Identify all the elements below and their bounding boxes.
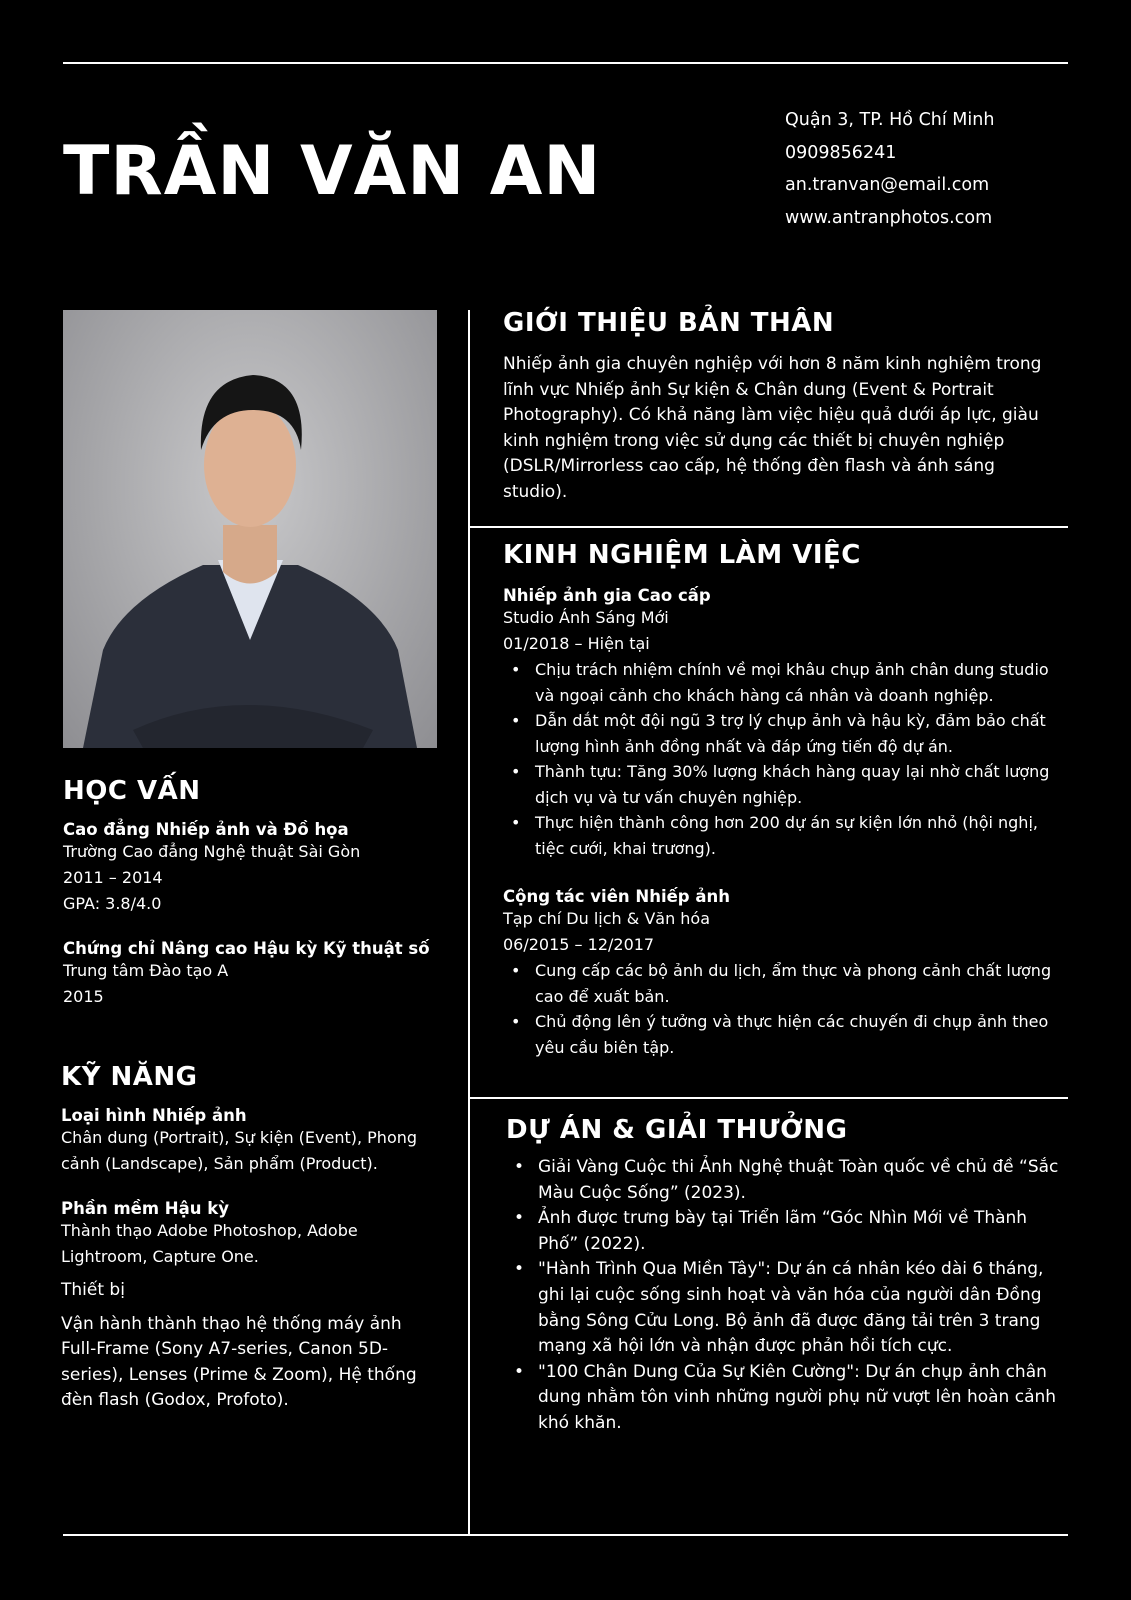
certificate-title: Chứng chỉ Nâng cao Hậu kỳ Kỹ thuật số xyxy=(63,939,430,958)
skills-section xyxy=(61,1062,431,1414)
list-item: • Thành tựu: Tăng 30% lượng khách hàng quay lại nhờ chất lượng dịch vụ và tư vấn chuyên nghiệp. xyxy=(503,759,1063,810)
period: 01/2018 – Hiện tại xyxy=(503,634,650,653)
address: Quận 3, TP. Hồ Chí Minh xyxy=(785,110,995,130)
projects-heading: DỰ ÁN & GIẢI THƯỞNG xyxy=(506,1115,848,1145)
period: 06/2015 – 12/2017 xyxy=(503,935,655,954)
email: an.tranvan@email.com xyxy=(785,175,990,195)
profile-photo xyxy=(63,310,437,748)
skill-title: Phần mềm Hậu kỳ xyxy=(61,1199,229,1218)
skills-heading: KỸ NĂNG xyxy=(61,1062,198,1092)
about-heading: GIỚI THIỆU BẢN THÂN xyxy=(503,308,835,338)
list-item: • "Hành Trình Qua Miền Tây": Dự án cá nhân kéo dài 6 tháng, ghi lại cuộc sống sinh hoạt và văn hóa của người dân Đồng bằng Sông Cửu Long. Bộ ảnh đã được đăng tải trên 3 trang mạng xã hội lớn và nhận được phản hồi tích cực. xyxy=(506,1257,1071,1359)
skill-text: Chân dung (Portrait), Sự kiện (Event), Phong cảnh (Landscape), Sản phẩm (Product). xyxy=(61,1128,418,1173)
column-divider xyxy=(468,310,470,1536)
candidate-name: TRẦN VĂN AN xyxy=(63,132,602,211)
website: www.antranphotos.com xyxy=(785,207,993,228)
list-item: • Cung cấp các bộ ảnh du lịch, ẩm thực và phong cảnh chất lượng cao để xuất bản. xyxy=(503,958,1063,1009)
contact-info xyxy=(785,104,994,234)
list-item: • "100 Chân Dung Của Sự Kiên Cường": Dự án chụp ảnh chân dung nhằm tôn vinh những người phụ nữ vượt lên hoàn cảnh khó khăn. xyxy=(506,1360,1071,1437)
bottom-divider xyxy=(63,1534,1068,1536)
section-divider xyxy=(469,1097,1068,1099)
skill-text: Vận hành thành thạo hệ thống máy ảnh Full-Frame (Sony A7-series, Canon 5D-series), Lenses (Prime & Zoom), Hệ thống đèn flash (Godox, Profoto). xyxy=(61,1313,417,1411)
institution: Trung tâm Đào tạo A xyxy=(63,961,229,980)
list-item: • Ảnh được trưng bày tại Triển lãm “Góc Nhìn Mới về Thành Phố” (2022). xyxy=(506,1206,1071,1257)
projects-section xyxy=(506,1115,1071,1437)
skill-title: Thiết bị xyxy=(61,1280,125,1300)
top-divider xyxy=(63,62,1068,64)
experience-section xyxy=(503,540,1063,1060)
phone: 0909856241 xyxy=(785,142,897,163)
about-text: Nhiếp ảnh gia chuyên nghiệp với hơn 8 năm kinh nghiệm trong lĩnh vực Nhiếp ảnh Sự kiện & Chân dung (Event & Portrait Photography). Có khả năng làm việc hiệu quả dưới áp lực, giàu kinh nghiệm trong việc sử dụng các thiết bị chuyên nghiệp (DSLR/Mirrorless cao cấp, hệ thống đèn flash và ánh sáng studio). xyxy=(503,354,1042,502)
school: Trường Cao đẳng Nghệ thuật Sài Gòn xyxy=(63,842,361,861)
gpa: GPA: 3.8/4.0 xyxy=(63,894,162,913)
list-item: • Thực hiện thành công hơn 200 dự án sự kiện lớn nhỏ (hội nghị, tiệc cưới, khai trương). xyxy=(503,810,1063,861)
list-item: • Chủ động lên ý tưởng và thực hiện các chuyến đi chụp ảnh theo yêu cầu biên tập. xyxy=(503,1009,1063,1060)
degree-title: Cao đẳng Nhiếp ảnh và Đồ họa xyxy=(63,820,349,839)
skill-text: Thành thạo Adobe Photoshop, Adobe Lightroom, Capture One. xyxy=(61,1221,358,1266)
education-section xyxy=(63,776,453,1010)
list-item: • Giải Vàng Cuộc thi Ảnh Nghệ thuật Toàn quốc về chủ đề “Sắc Màu Cuộc Sống” (2023). xyxy=(506,1155,1071,1206)
section-divider xyxy=(469,526,1068,528)
company: Studio Ánh Sáng Mới xyxy=(503,608,669,627)
period: 2011 – 2014 xyxy=(63,868,163,887)
about-section xyxy=(503,308,1063,506)
job-title: Nhiếp ảnh gia Cao cấp xyxy=(503,586,711,605)
list-item: • Chịu trách nhiệm chính về mọi khâu chụp ảnh chân dung studio và ngoại cảnh cho khách hàng cá nhân và doanh nghiệp. xyxy=(503,657,1063,708)
experience-heading: KINH NGHIỆM LÀM VIỆC xyxy=(503,540,861,570)
skill-title: Loại hình Nhiếp ảnh xyxy=(61,1106,247,1125)
company: Tạp chí Du lịch & Văn hóa xyxy=(503,909,711,928)
list-item: • Dẫn dắt một đội ngũ 3 trợ lý chụp ảnh và hậu kỳ, đảm bảo chất lượng hình ảnh đồng nhất và đáp ứng tiến độ dự án. xyxy=(503,708,1063,759)
job-title: Cộng tác viên Nhiếp ảnh xyxy=(503,887,730,906)
education-heading: HỌC VẤN xyxy=(63,776,201,806)
year: 2015 xyxy=(63,987,104,1006)
